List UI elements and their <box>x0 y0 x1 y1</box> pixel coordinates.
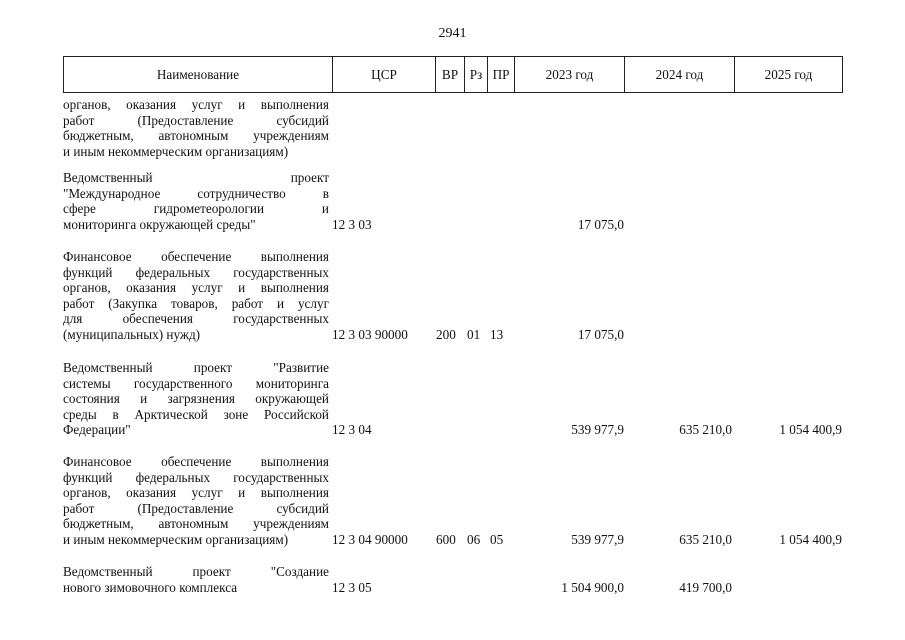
row-name-line: системы государственного мониторинга <box>63 375 329 391</box>
cell-csr: 12 3 04 <box>332 422 372 437</box>
cell-y2023: 17 075,0 <box>577 326 624 342</box>
cell-rz: 06 <box>467 531 481 547</box>
header-vr: ВР <box>435 57 464 92</box>
row-name-line: органов, оказания услуг и выполнения <box>63 97 329 112</box>
cell-vr: 200 <box>436 326 456 342</box>
cell-pr: 13 <box>490 326 504 342</box>
cell-y2025: 1 054 400,9 <box>779 422 842 437</box>
cell-y2024: 419 700,0 <box>679 579 732 595</box>
row-name <box>63 454 329 547</box>
header-csr: ЦСР <box>332 57 435 92</box>
row-name-line: работ (Закупка товаров, работ и услуг <box>63 295 329 311</box>
row-name-line: состояния и загрязнения окружающей <box>63 391 329 406</box>
table-header <box>63 56 843 93</box>
header-2023: 2023 год <box>514 57 624 92</box>
row-name-line: Ведомственный проект "Создание <box>63 564 329 579</box>
cell-y2023: 1 504 900,0 <box>561 579 624 595</box>
row-name-line: Ведомственный проект <box>63 170 329 185</box>
row-name-line: Федерации" <box>63 422 131 437</box>
page-number: 2941 <box>438 26 467 41</box>
header-2024: 2024 год <box>624 57 734 92</box>
row-name <box>63 360 329 438</box>
cell-csr: 12 3 04 90000 <box>332 531 408 547</box>
cell-y2024: 635 210,0 <box>679 422 732 437</box>
row-name-line: нового зимовочного комплекса <box>63 579 238 595</box>
row-name-line: для обеспечения государственных <box>63 311 329 326</box>
cell-pr: 05 <box>490 531 504 547</box>
header-2025: 2025 год <box>734 57 842 92</box>
cell-vr: 600 <box>436 531 456 547</box>
row-name-line: Ведомственный проект "Развитие <box>63 360 329 375</box>
cell-csr: 12 3 03 <box>332 216 372 232</box>
row-name-line: "Международное сотрудничество в <box>63 185 329 201</box>
row-name-line: работ (Предоставление субсидий <box>63 112 329 128</box>
row-name-line: работ (Предоставление субсидий <box>63 500 329 516</box>
cell-rz: 01 <box>467 326 481 342</box>
row-name-line: сфере гидрометеорологии и <box>63 201 329 216</box>
header-rz: Рз <box>464 57 487 92</box>
header-name: Наименование <box>156 67 240 82</box>
cell-y2024: 635 210,0 <box>679 531 732 547</box>
row-name-line: и иным некоммерческим организациям) <box>63 531 289 547</box>
row-name-line: бюджетным, автономным учреждениям <box>63 516 329 531</box>
row-name-line: и иным некоммерческим организациям) <box>63 143 289 159</box>
header-pr: ПР <box>487 57 514 92</box>
row-name <box>63 249 329 342</box>
cell-y2025: 1 054 400,9 <box>779 531 842 547</box>
cell-y2023: 539 977,9 <box>571 531 624 547</box>
row-name-line: Финансовое обеспечение выполнения <box>63 454 329 469</box>
cell-csr: 12 3 03 90000 <box>332 326 408 342</box>
row-name-line: среды в Арктической зоне Российской <box>63 406 329 422</box>
row-name-line: (муниципальных) нужд) <box>63 326 201 342</box>
row-name-line: бюджетным, автономным учреждениям <box>63 128 329 143</box>
cell-csr: 12 3 05 <box>332 579 372 595</box>
row-name-line: функций федеральных государственных <box>63 264 329 280</box>
row-name <box>63 564 329 595</box>
row-name-line: органов, оказания услуг и выполнения <box>63 485 329 500</box>
row-name-line: мониторинга окружающей среды" <box>63 216 256 232</box>
cell-y2023: 17 075,0 <box>577 216 624 232</box>
row-name <box>63 170 329 232</box>
row-name-line: Финансовое обеспечение выполнения <box>63 249 329 264</box>
row-name-line: органов, оказания услуг и выполнения <box>63 280 329 295</box>
row-name <box>63 97 329 159</box>
row-name-line: функций федеральных государственных <box>63 469 329 485</box>
cell-y2023: 539 977,9 <box>571 422 624 437</box>
